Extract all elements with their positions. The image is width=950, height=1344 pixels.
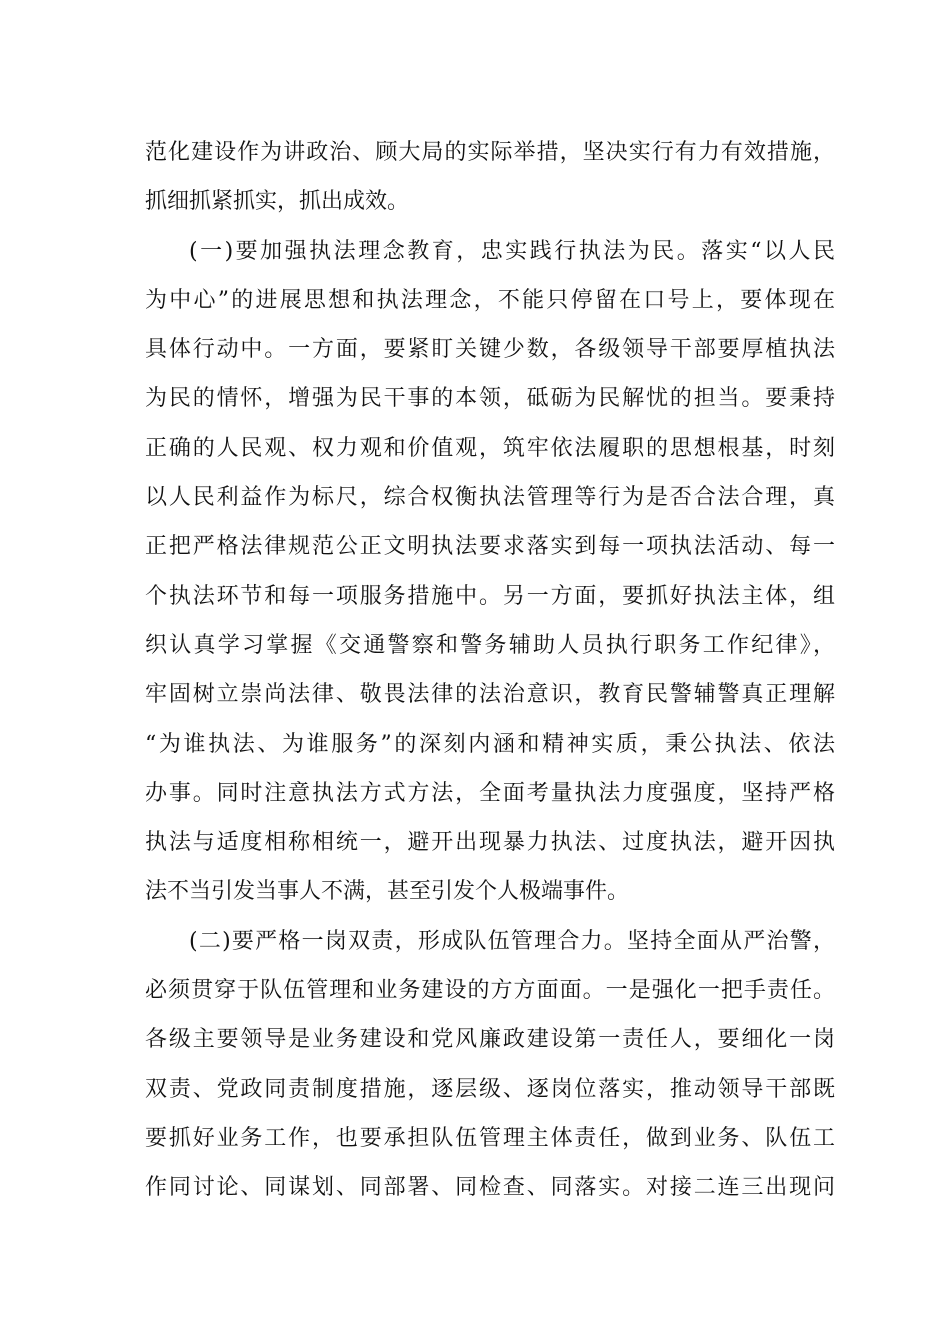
text-line: 个执法环节和每一项服务措施中。另一方面，要抓好执法主体，组 [145,583,835,609]
text-line: 各级主要领导是业务建设和党风廉政建设第一责任人，要细化一岗 [145,1027,835,1053]
document-body [145,128,835,1213]
text-line: 抓细抓紧抓实，抓出成效。 [145,189,410,215]
text-line: 范化建设作为讲政治、顾大局的实际举措，坚决实行有力有效措施， [145,140,835,165]
text-line: 作同讨论、同谋划、同部署、同检查、同落实。对接二连三出现问 [145,1175,835,1201]
text-line: 要抓好业务工作，也要承担队伍管理主体责任，做到业务、队伍工 [145,1125,835,1151]
text-line: 具体行动中。一方面，要紧盯关键少数，各级领导干部要厚植执法 [145,337,835,363]
text-line: 法不当引发当事人不满，甚至引发个人极端事件。 [145,879,630,905]
text-line: 以人民利益作为标尺，综合权衡执法管理等行为是否合法合理，真 [145,485,835,511]
paragraph-heading-line: (一)要加强执法理念教育，忠实践行执法为民。落实“以人民 [189,238,835,264]
text-line: 为民的情怀，增强为民干事的本领，砥砺为民解忧的担当。要秉持 [145,386,835,412]
text-line: 正把严格法律规范公正文明执法要求落实到每一项执法活动、每一 [145,534,835,560]
text-line: 织认真学习掌握《交通警察和警务辅助人员执行职务工作纪律》， [145,632,835,658]
paragraph-heading-line: (二)要严格一岗双责，形成队伍管理合力。坚持全面从严治警， [189,928,835,954]
text-line: 正确的人民观、权力观和价值观，筑牢依法履职的思想根基，时刻 [145,435,835,461]
text-line: 牢固树立崇尚法律、敬畏法律的法治意识，教育民警辅警真正理解 [145,682,835,708]
text-line: 为中心”的进展思想和执法理念，不能只停留在口号上，要体现在 [145,287,835,313]
text-line: 办事。同时注意执法方式方法，全面考量执法力度强度，坚持严格 [145,780,835,806]
text-line: 双责、党政同责制度措施，逐层级、逐岗位落实，推动领导干部既 [145,1076,835,1102]
text-line: “为谁执法、为谁服务”的深刻内涵和精神实质，秉公执法、依法 [145,731,835,757]
text-line: 执法与适度相称相统一，避开出现暴力执法、过度执法，避开因执 [145,830,835,856]
text-line: 必须贯穿于队伍管理和业务建设的方方面面。一是强化一把手责任。 [145,978,835,1004]
